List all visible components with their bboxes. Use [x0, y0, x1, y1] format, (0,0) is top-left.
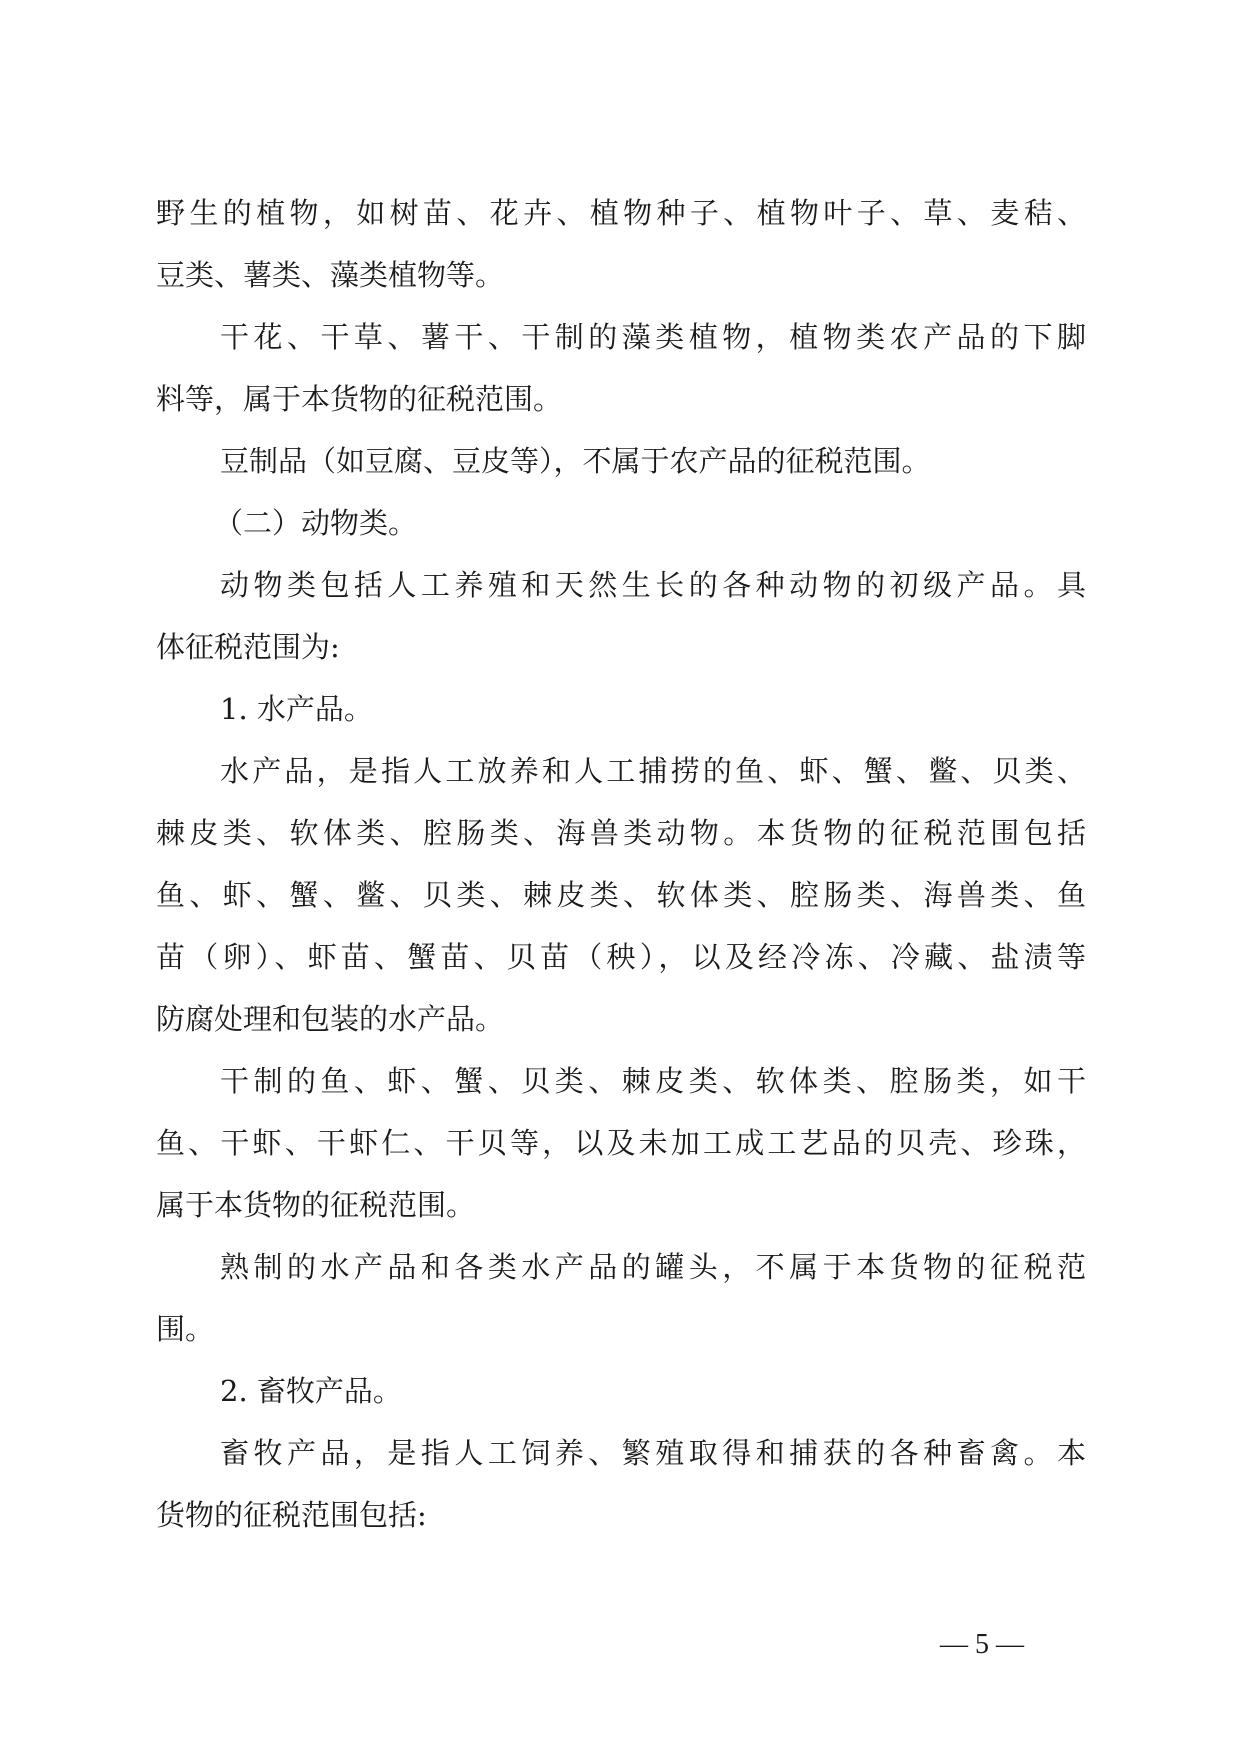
text-line: 料等，属于本货物的征税范围。	[156, 382, 563, 416]
text-line: 畜牧产品，是指人工饲养、繁殖取得和捕获的各种畜禽。本	[220, 1436, 1086, 1470]
text-line: 豆类、薯类、藻类植物等。	[156, 258, 505, 292]
text-line: 干花、干草、薯干、干制的藻类植物，植物类农产品的下脚	[220, 320, 1086, 354]
text-line: 围。	[156, 1312, 215, 1346]
subsection-heading: 1. 水产品。	[220, 692, 373, 726]
text-line: 豆制品（如豆腐、豆皮等），不属于农产品的征税范围。	[220, 444, 931, 478]
text-line: 水产品，是指人工放养和人工捕捞的鱼、虾、蟹、鳖、贝类、	[220, 754, 1086, 788]
text-line: 动物类包括人工养殖和天然生长的各种动物的初级产品。具	[220, 568, 1086, 602]
text-line: 干制的鱼、虾、蟹、贝类、棘皮类、软体类、腔肠类，如干	[220, 1064, 1086, 1098]
text-line: 鱼、干虾、干虾仁、干贝等，以及未加工成工艺品的贝壳、珍珠，	[156, 1126, 1086, 1160]
text-line: 鱼、虾、蟹、鳖、贝类、棘皮类、软体类、腔肠类、海兽类、鱼	[156, 878, 1086, 912]
section-heading: （二）动物类。	[214, 506, 418, 540]
body-text	[156, 182, 1086, 1546]
page-number: — 5 —	[940, 1629, 1024, 1660]
text-line: 属于本货物的征税范围。	[156, 1188, 476, 1222]
text-line: 熟制的水产品和各类水产品的罐头，不属于本货物的征税范	[220, 1250, 1086, 1284]
text-line: 体征税范围为:	[156, 630, 340, 664]
text-line: 防腐处理和包装的水产品。	[156, 1002, 505, 1036]
text-line: 苗（卵）、虾苗、蟹苗、贝苗（秧），以及经冷冻、冷藏、盐渍等	[156, 940, 1086, 974]
text-line: 货物的征税范围包括:	[156, 1498, 427, 1532]
text-line: 棘皮类、软体类、腔肠类、海兽类动物。本货物的征税范围包括	[156, 816, 1086, 850]
text-line: 野生的植物，如树苗、花卉、植物种子、植物叶子、草、麦秸、	[156, 196, 1086, 230]
subsection-heading: 2. 畜牧产品。	[220, 1374, 402, 1408]
